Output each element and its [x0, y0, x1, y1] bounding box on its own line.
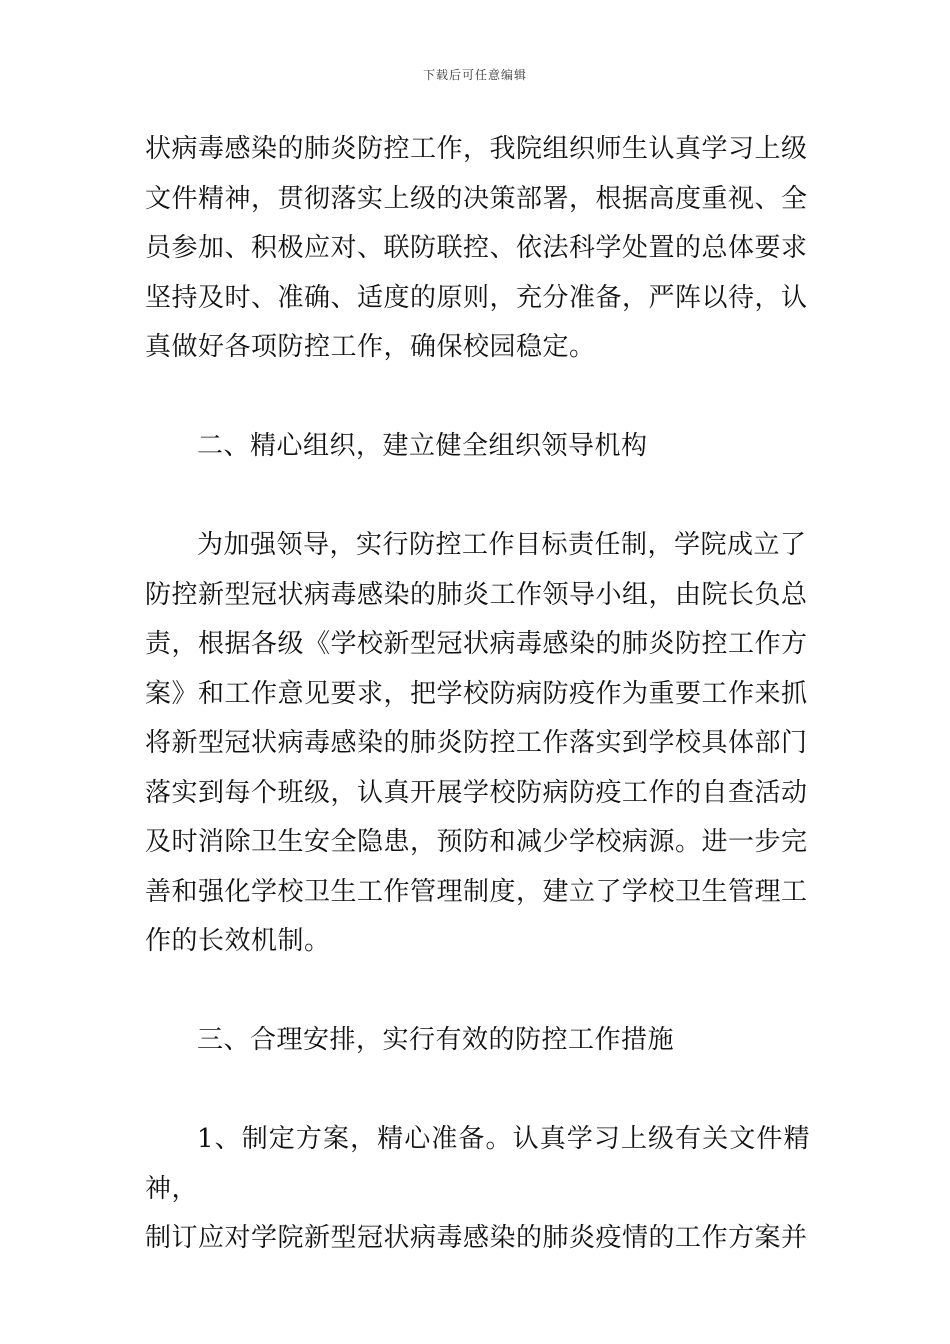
paragraph-line: 真做好各项防控工作，确保校园稳定。 — [145, 332, 596, 362]
section-heading-3: 三、合理安排，实行有效的防控工作措施 — [197, 1025, 675, 1055]
paragraph-line: 制订应对学院新型冠状病毒感染的肺炎疫情的工作方案并 — [145, 1223, 808, 1253]
paragraph-line: 防控新型冠状病毒感染的肺炎工作领导小组，由院长负总 — [145, 579, 808, 610]
spacer — [145, 373, 810, 423]
paragraph-2 — [145, 521, 810, 967]
section-heading-2: 二、精心组织，建立健全组织领导机构 — [197, 431, 648, 461]
spacer — [145, 472, 810, 522]
paragraph-line: 坚持及时、准确、适度的原则，充分准备，严阵以待，认 — [145, 282, 808, 313]
paragraph-line: 善和强化学校卫生工作管理制度，建立了学校卫生管理工 — [145, 876, 808, 907]
spacer — [145, 967, 810, 1017]
paragraph-line: 作的长效机制。 — [145, 926, 331, 956]
paragraph-line: 案》和工作意见要求，把学校防病防疫作为重要工作来抓 — [145, 678, 808, 709]
paragraph-line: 员参加、积极应对、联防联控、依法科学处置的总体要求 — [145, 233, 808, 263]
paragraph-line: 文件精神，贯彻落实上级的决策部署，根据高度重视、全 — [145, 183, 808, 214]
paragraph-line: 状病毒感染的肺炎防控工作，我院组织师生认真学习上级 — [145, 134, 808, 164]
paragraph-line: 及时消除卫生安全隐患，预防和减少学校病源。进一步完 — [145, 827, 808, 857]
spacer — [145, 1066, 810, 1116]
paragraph-line: 为加强领导，实行防控工作目标责任制，学院成立了 — [197, 530, 807, 560]
paragraph-line: 将新型冠状病毒感染的肺炎防控工作落实到学校具体部门 — [145, 728, 808, 758]
paragraph-line: 1、制定方案，精心准备。认真学习上级有关文件精神， — [145, 1124, 810, 1204]
paragraph-3 — [145, 1115, 810, 1264]
paragraph-line: 落实到每个班级，认真开展学校防病防疫工作的自查活动 — [145, 777, 808, 808]
paragraph-line: 责，根据各级《学校新型冠状病毒感染的肺炎防控工作方 — [145, 629, 808, 659]
header-note: 下载后可任意编辑 — [422, 68, 527, 82]
document-body — [145, 125, 810, 1264]
paragraph-1 — [145, 125, 810, 373]
